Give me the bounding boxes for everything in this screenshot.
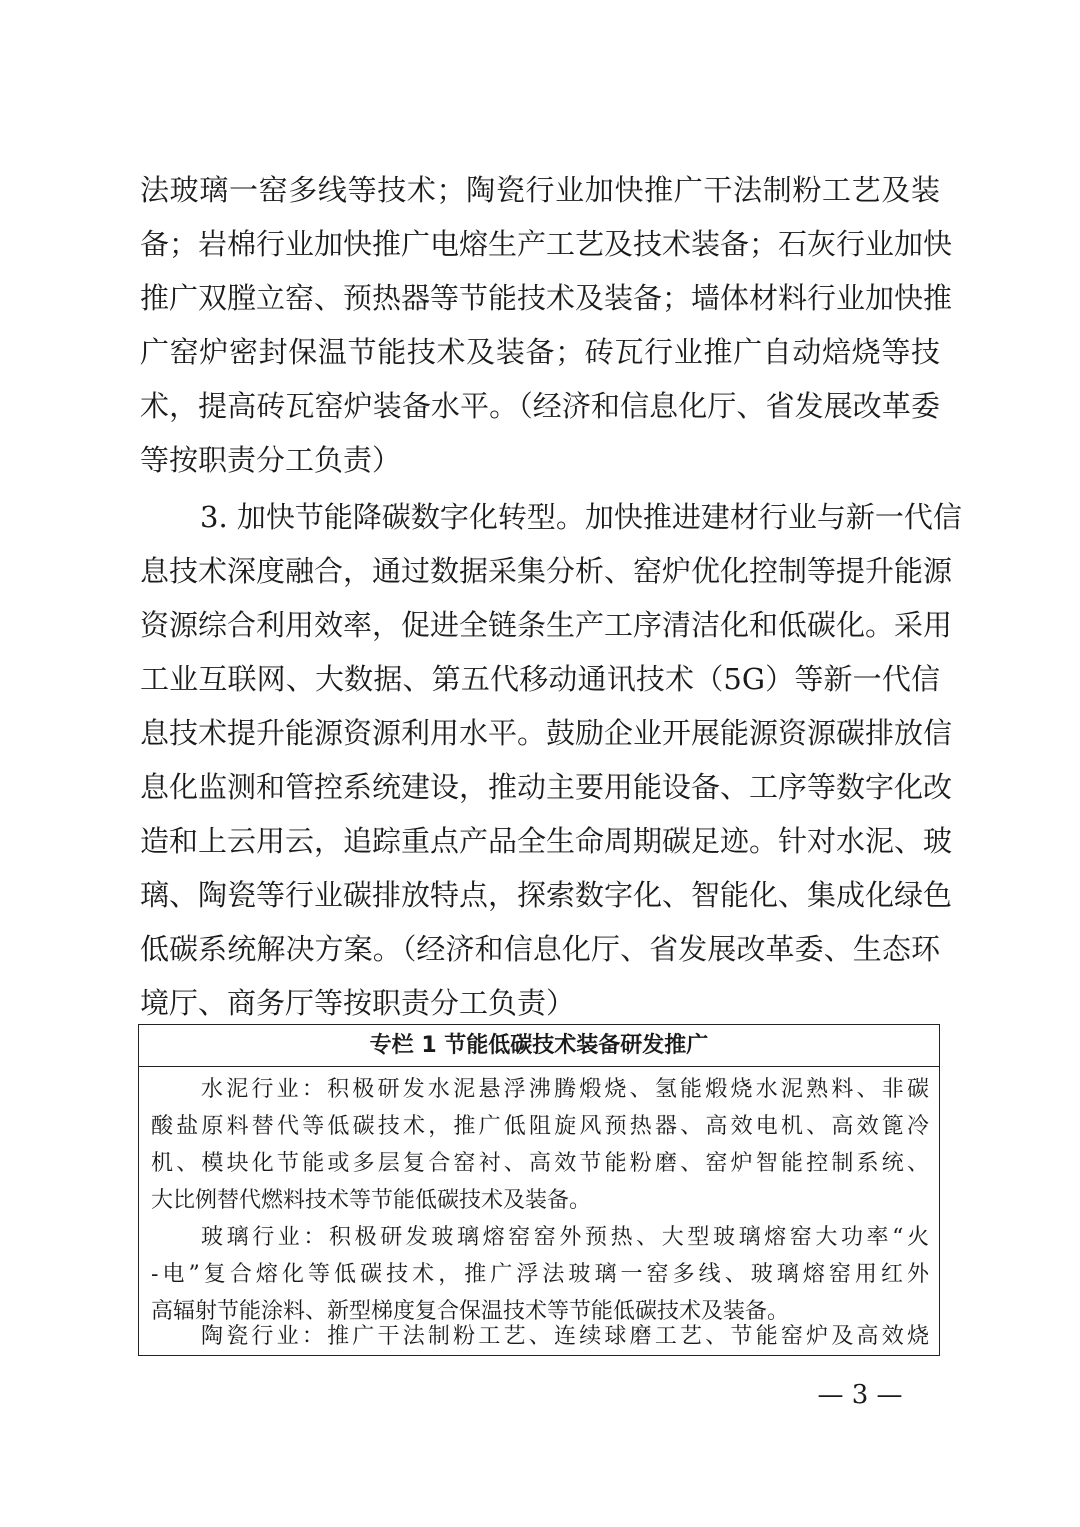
column-box-line: -电”复合熔化等低碳技术，推广浮法玻璃一窑多线、玻璃熔窑用红外 (151, 1262, 929, 1287)
body-line: 息化监测和管控系统建设，推动主要用能设备、工序等数字化改 (140, 770, 953, 804)
section-heading-line: 3. 加快节能降碳数字化转型。加快推进建材行业与新一代信 (200, 500, 962, 534)
column-box-line: 水泥行业：积极研发水泥悬浮沸腾煅烧、氢能煅烧水泥熟料、非碳 (201, 1077, 929, 1102)
body-line: 等按职责分工负责） (140, 443, 402, 477)
body-line: 境厅、商务厅等按职责分工负责） (140, 986, 576, 1020)
body-line: 工业互联网、大数据、第五代移动通讯技术（5G）等新一代信 (140, 662, 940, 696)
column-box-line: 大比例替代燃料技术等节能低碳技术及装备。 (151, 1188, 592, 1213)
column-box-line: 机、模块化节能或多层复合窑衬、高效节能粉磨、窑炉智能控制系统、 (151, 1151, 929, 1176)
body-line: 息技术提升能源资源利用水平。鼓励企业开展能源资源碳排放信 (140, 716, 953, 750)
body-line: 低碳系统解决方案。（经济和信息化厅、省发展改革委、生态环 (140, 932, 940, 966)
body-line: 法玻璃一窑多线等技术；陶瓷行业加快推广干法制粉工艺及装 (140, 173, 940, 207)
column-box-title: 专栏 1 节能低碳技术装备研发推广 (139, 1025, 939, 1067)
body-line: 备；岩棉行业加快推广电熔生产工艺及技术装备；石灰行业加快 (140, 227, 953, 261)
column-box (138, 1024, 940, 1356)
body-line: 息技术深度融合，通过数据采集分析、窑炉优化控制等提升能源 (140, 554, 953, 588)
body-line: 造和上云用云，追踪重点产品全生命周期碳足迹。针对水泥、玻 (140, 824, 953, 858)
body-line: 璃、陶瓷等行业碳排放特点，探索数字化、智能化、集成化绿色 (140, 878, 953, 912)
body-line: 术，提高砖瓦窑炉装备水平。（经济和信息化厅、省发展改革委 (140, 389, 940, 423)
body-line: 推广双膛立窑、预热器等节能技术及装备；墙体材料行业加快推 (140, 281, 953, 315)
body-line: 广窑炉密封保温节能技术及装备；砖瓦行业推广自动焙烧等技 (140, 335, 940, 369)
page-number: — 3 — (817, 1380, 903, 1410)
column-box-line: 陶瓷行业：推广干法制粉工艺、连续球磨工艺、节能窑炉及高效烧 (201, 1324, 929, 1349)
column-box-line: 玻璃行业：积极研发玻璃熔窑窑外预热、大型玻璃熔窑大功率“火 (201, 1225, 929, 1250)
body-line: 资源综合利用效率，促进全链条生产工序清洁化和低碳化。采用 (140, 608, 953, 642)
column-box-line: 高辐射节能涂料、新型梯度复合保温技术等节能低碳技术及装备。 (151, 1299, 790, 1324)
column-box-line: 酸盐原料替代等低碳技术，推广低阻旋风预热器、高效电机、高效篦冷 (151, 1114, 929, 1139)
